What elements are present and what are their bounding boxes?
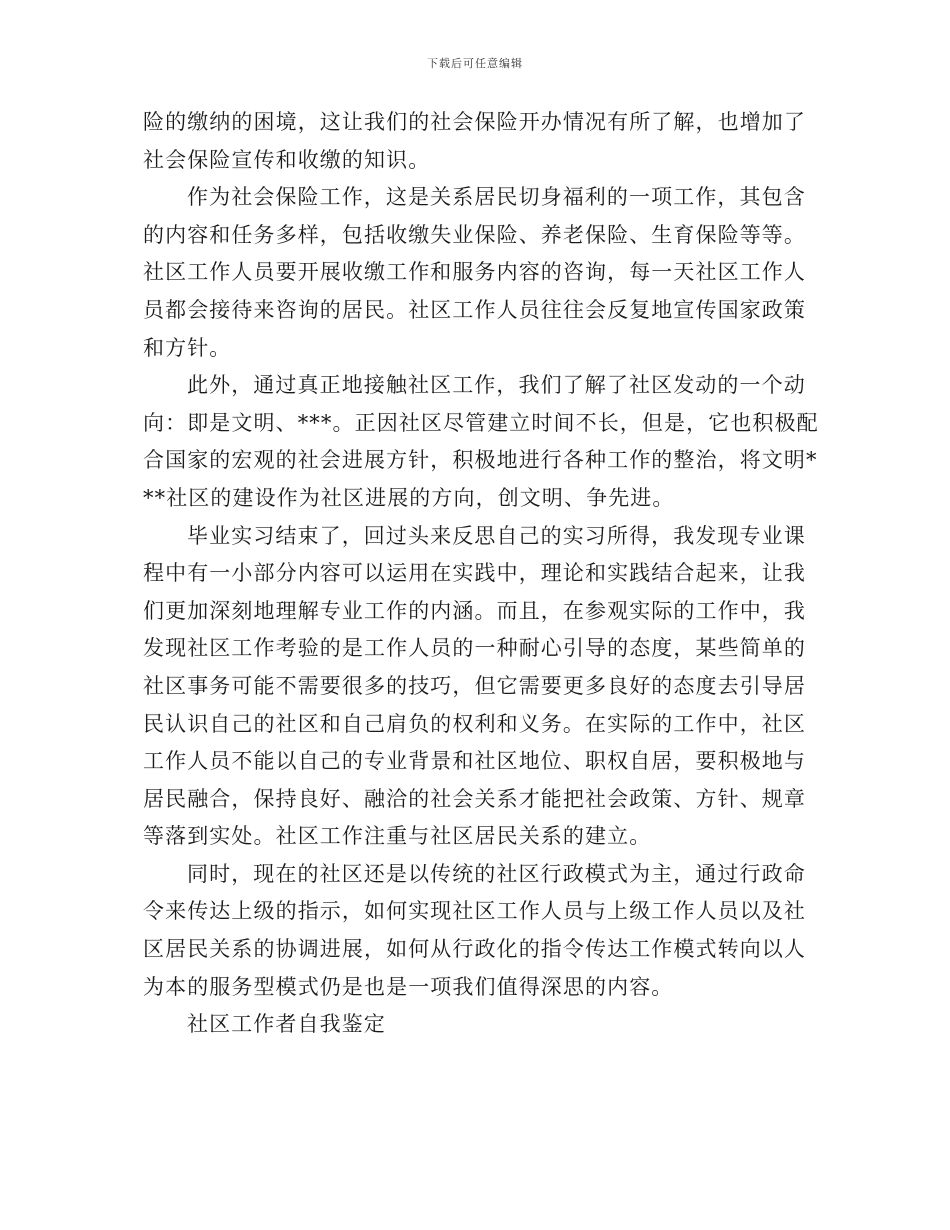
- paragraph: [143, 1006, 803, 1044]
- text-line: 社会保险宣传和收缴的知识。: [143, 147, 431, 172]
- text-line: 社区工作人员要开展收缴工作和服务内容的咨询，每一天社区工作人: [143, 260, 806, 285]
- text-line: 为本的服务型模式仍是也是一项我们值得深思的内容。: [143, 974, 674, 999]
- text-line: 合国家的宏观的社会进展方针，积极地进行各种工作的整治，将文明*: [143, 448, 818, 473]
- text-line: 程中有一小部分内容可以运用在实践中，理论和实践结合起来，让我: [143, 561, 806, 586]
- text-line: 员都会接待来咨询的居民。社区工作人员往往会反复地宣传国家政策: [143, 297, 806, 322]
- text-line: 区居民关系的协调进展，如何从行政化的指令传达工作模式转向以人: [143, 937, 806, 962]
- text-line: **社区的建设作为社区进展的方向，创文明、争先进。: [143, 485, 675, 510]
- text-line: 居民融合，保持良好、融洽的社会关系才能把社会政策、方针、规章: [143, 786, 806, 811]
- text-line: 和方针。: [143, 335, 232, 360]
- paragraph: [143, 179, 806, 367]
- page-header: 下载后可任意编辑: [427, 57, 523, 70]
- text-line: 的内容和任务多样，包括收缴失业保险、养老保险、生育保险等等。: [143, 222, 806, 247]
- text-line: 发现社区工作考验的是工作人员的一种耐心引导的态度，某些简单的: [143, 636, 806, 661]
- text-line: 民认识自己的社区和自己肩负的权利和义务。在实际的工作中，社区: [143, 711, 806, 736]
- paragraph: [143, 518, 806, 856]
- document-body: [143, 104, 819, 1044]
- paragraph: [143, 856, 806, 1006]
- paragraph: [143, 104, 806, 179]
- paragraph: [143, 367, 819, 517]
- text-line: 令来传达上级的指示，如何实现社区工作人员与上级工作人员以及社: [143, 899, 806, 924]
- text-line: 作为社会保险工作，这是关系居民切身福利的一项工作，其包含: [187, 185, 806, 210]
- text-line: 等落到实处。社区工作注重与社区居民关系的建立。: [143, 824, 652, 849]
- text-line: 们更加深刻地理解专业工作的内涵。而且，在参观实际的工作中，我: [143, 598, 806, 623]
- text-line: 同时，现在的社区还是以传统的社区行政模式为主，通过行政命: [187, 861, 806, 886]
- text-line: 向：即是文明、***。正因社区尽管建立时间不长，但是，它也积极配: [143, 410, 819, 435]
- text-line: 社区事务可能不需要很多的技巧，但它需要更多良好的态度去引导居: [143, 673, 806, 698]
- text-line: 险的缴纳的困境，这让我们的社会保险开办情况有所了解，也增加了: [143, 110, 806, 134]
- text-line: 社区工作者自我鉴定: [187, 1012, 386, 1037]
- text-line: 工作人员不能以自己的专业背景和社区地位、职权自居，要积极地与: [143, 749, 806, 774]
- text-line: 此外，通过真正地接触社区工作，我们了解了社区发动的一个动: [187, 373, 806, 398]
- text-line: 毕业实习结束了，回过头来反思自己的实习所得，我发现专业课: [187, 523, 806, 548]
